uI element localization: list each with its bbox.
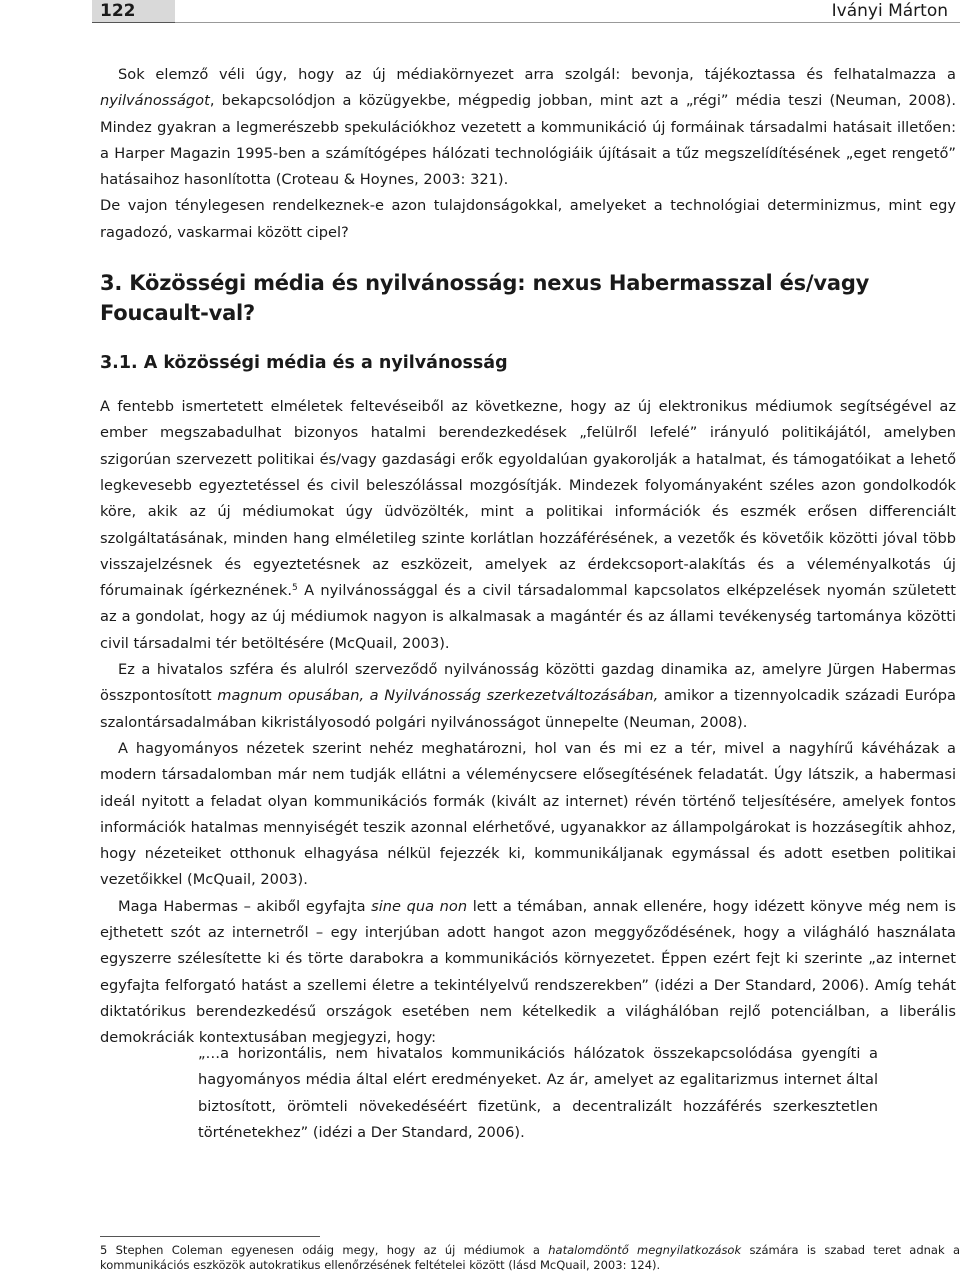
intro-paragraph-2: De vajon ténylegesen rendelkeznek-e azon tulajdonságokkal, amelyeket a technológiai determinizmus, mint egy ragadozó, vaskarmai között cipel? bbox=[100, 197, 956, 241]
header-rule bbox=[175, 22, 960, 23]
footnote-rule bbox=[100, 1236, 320, 1237]
footnote-number: 5 bbox=[100, 1243, 108, 1257]
text-run: Ez a hivatalos szféra és alulról szerveződő nyilvánosság közötti gazdag dinamika az, amelyre Jürgen Habermas összpontosított bbox=[100, 661, 956, 705]
page-header bbox=[0, 0, 960, 24]
body-paragraph-4 bbox=[100, 894, 956, 1052]
emphasis: hatalomdöntő megnyilatkozások bbox=[548, 1243, 742, 1257]
footnote bbox=[100, 1243, 960, 1273]
running-head-author: Iványi Márton bbox=[831, 1, 948, 21]
footnote-ref[interactable]: 5 bbox=[291, 583, 298, 594]
text-run: Stephen Coleman egyenesen odáig megy, hogy az új médiumok a bbox=[107, 1243, 549, 1257]
body-paragraph-1 bbox=[100, 394, 956, 657]
body-paragraph-3: A hagyományos nézetek szerint nehéz meghatározni, hol van és mi ez a tér, mivel a nagyhírű kávéházak a modern társadalomban már nem tudják ellátni a véleménycsere elősegítésének feladatát. Úgy látszik, a habermasi ideál nyitott a feladat olyan kommunikációs formák (kivált az internet) révén történő teljesítésére, amelyek fontos információk hatalmas mennyiségét teszik azonnal elérhetővé, ugyanakkor az állampolgárokat is hozzásegítik ahhoz, hogy nézeteiket otthonuk elhagyása nélkül fejezzék ki, kommunikáljanak egymással és adott esetben politikai vezetőikkel (McQuail, 2003). bbox=[100, 739, 956, 889]
text-run: , bekapcsolódjon a közügyekbe, mégpedig jobban, mint azt a „régi” média teszi (Neuman, 2008). Mindez gyakran a legmerészebb spekulációkhoz vezetett a kommunikáció új formáinak társadalmi hatásait illetően: a Harper Magazin 1995-ben a számítógépes hálózati technológiáik újításait a tűz megszelídítésének „eget rengető” hatásaihoz hasonlította (Croteau & Hoynes, 2003: 321). bbox=[100, 92, 956, 189]
body-paragraph-2 bbox=[100, 657, 956, 736]
emphasis: nyilvánosságot bbox=[100, 92, 210, 110]
text-run: A nyilvánossággal és a civil társadalommal kapcsolatos elképzelések nyomán született az a gondolat, hogy az új médiumok nagyon is alkalmasak a magántér és az állami tevékenység tartománya közötti civil társadalmi tér betöltésére (McQuail, 2003). bbox=[100, 582, 957, 652]
text-run: lett a témában, annak ellenére, hogy idézett könyve még nem is ejthetett szót az internetről – egy interjúban adott hangot azon meggyőződésének, hogy a világháló használata egyszerre szélesítette ki és törte darabokra a kommunikációs környezetet. Éppen ezért fejt ki szerinte „az internet egyfajta felforgató hatást a szellemi életre a tekintélyelvű rendszerekben” (idézi a Der Standard, 2006). Amíg tehát diktatórikus berendezkedésű országok esetében nem kételkedik a világhálóban rejlő potenciálban, a liberális demokráciák kontextusában megjegyzi, hogy: bbox=[100, 897, 956, 1047]
text-run: amikor a tizennyolcadik századi Európa szalontársadalmában kikristályosodó polgári nyilvánosságot ünnepelte (Neuman, 2008). bbox=[100, 687, 956, 731]
text-run: számára is szabad teret adnak a kommunikációs eszközök autokratikus ellenőrzésének feltételei között (lásd McQuail, 2003: 124). bbox=[100, 1243, 960, 1272]
intro-paragraph-1 bbox=[100, 62, 956, 193]
page-number: 122 bbox=[92, 0, 175, 23]
main-text bbox=[100, 62, 956, 1052]
block-quote bbox=[198, 1041, 878, 1146]
text-run: Sok elemző véli úgy, hogy az új médiakörnyezet arra szolgál: bevonja, tájékoztassa és felhatalmazza a bbox=[118, 66, 956, 83]
text-run: A fentebb ismertetett elméletek feltevéseiből az következne, hogy az új elektronikus médiumok segítségével az ember megszabadulhat bizonyos hatalmi berendezkedések „felülről lefelé” irányuló politikájától, amelyben szigorúan szervezett politikai és/vagy gazdasági erők egyoldalúan gyakorolják a hatalmat, és támogatóikat a lehető legkevesebb egyeztetéssel és civil beleszólással mozgósítják. Mindezek folyományaként széles azon gondolkodók köre, akik az új médiumokat úgy üdvözölték, mint a politikai információk és eszmék erősen differenciált szolgáltatásának, minden hang elméletileg szinte korlátlan hozzáférésének, a vezetők és követőik közötti jóval több visszajelzésnek és egyeztetésnek az eszközeit, amelyek az érdekcsoport-alakítás és a véleményalkotás új fórumainak ígérkeznének. bbox=[100, 398, 956, 600]
emphasis: sine qua non bbox=[371, 897, 468, 915]
subsection-heading: 3.1. A közösségi média és a nyilvánosság bbox=[100, 353, 508, 374]
quote-text: „…a horizontális, nem hivatalos kommunikációs hálózatok összekapcsolódása gyengíti a hagyományos média által elért eredményeket. Az ár, amelyet az egalitarizmus internet által biztosított, örömteli növekedéséért fizetünk, a decentralizált hozzáférés szerkesztetlen történetekhez” (idézi a Der Standard, 2006). bbox=[198, 1045, 878, 1141]
section-heading: 3. Közösségi média és nyilvánosság: nexus Habermasszal és/vagy Foucault-val? bbox=[100, 271, 870, 326]
emphasis: magnum opusában, a Nyilvánosság szerkezetváltozásában, bbox=[217, 687, 659, 705]
text-run: Maga Habermas – akiből egyfajta bbox=[118, 897, 372, 915]
